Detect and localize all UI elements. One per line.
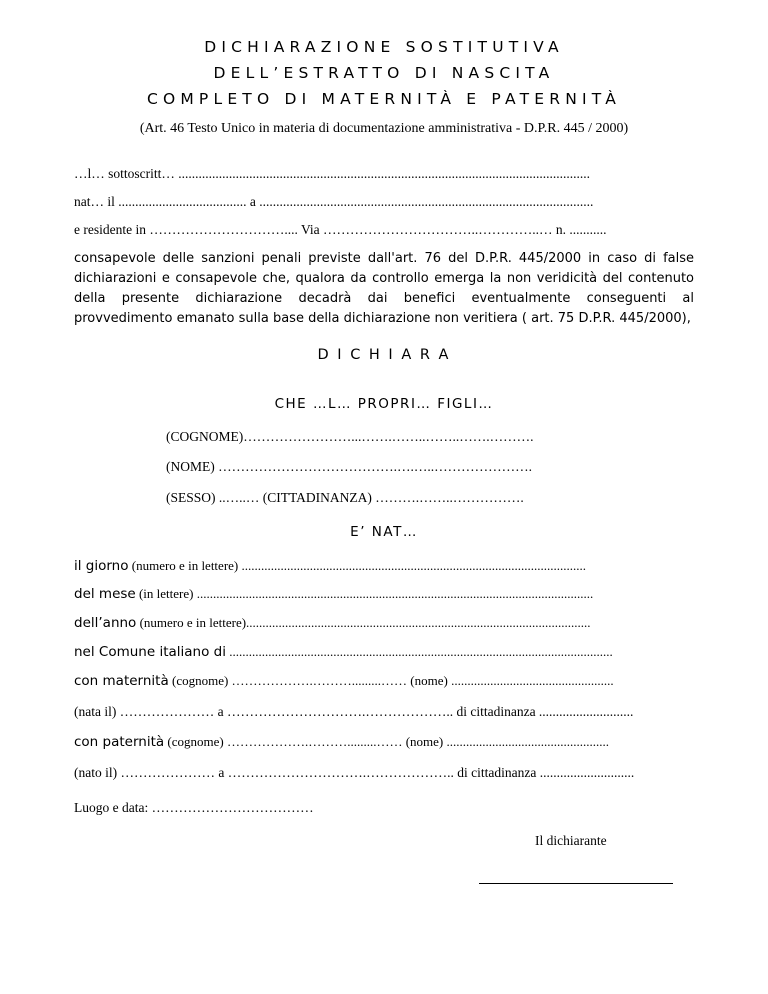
title-line-2: DELL’ESTRATTO DI NASCITA bbox=[213, 64, 555, 82]
che-figli-heading: CHE …L… PROPRI… FIGLI… bbox=[274, 396, 494, 412]
anno-note: (numero e in lettere).......................................................................................................... bbox=[136, 615, 591, 630]
mese-label: del mese bbox=[74, 586, 136, 602]
e-nato-heading: E’ NAT… bbox=[350, 524, 418, 540]
title-line-3: COMPLETO DI MATERNITÀ E PATERNITÀ bbox=[146, 90, 622, 108]
nata-il-field[interactable]: (nata il) ………………… a ………………………….……………….. di cittadinanza ............................ bbox=[74, 704, 634, 719]
residente-field[interactable]: e residente in ………………………….... Via ……………………………..…………..… n. ........... bbox=[74, 222, 607, 237]
dichiara-heading: D I C H I A R A bbox=[317, 347, 451, 363]
giorno-note: (numero e in lettere) .......................................................................................................... bbox=[128, 558, 586, 573]
comune-note: ...................................................................................................................... bbox=[225, 644, 613, 659]
comune-label: nel Comune italiano di bbox=[74, 644, 226, 660]
mese-field[interactable] bbox=[74, 586, 694, 602]
giorno-field[interactable] bbox=[74, 558, 694, 574]
maternita-label: con maternità bbox=[74, 673, 169, 689]
paternita-field[interactable] bbox=[74, 734, 694, 750]
comune-field[interactable] bbox=[74, 644, 694, 660]
nato-il-field[interactable]: nat… il ...................................... a ................................................................................................... bbox=[74, 194, 594, 209]
signature-line[interactable] bbox=[479, 883, 673, 884]
anno-label: dell’anno bbox=[74, 615, 137, 631]
anno-field[interactable] bbox=[74, 615, 694, 631]
dichiarante-label: Il dichiarante bbox=[535, 833, 607, 848]
luogo-data-field[interactable]: Luogo e data: ……………………………… bbox=[74, 800, 314, 815]
child-cognome-field[interactable]: (COGNOME)……………………...…….……..……..…….………. bbox=[166, 429, 534, 444]
mese-note: (in lettere) .......................................................................................................................... bbox=[135, 586, 594, 601]
maternita-line: (cognome) ……………….……….........…… (nome) .................................................. bbox=[168, 673, 614, 688]
paternita-line: (cognome) ……………….……….........…… (nome) .................................................. bbox=[164, 734, 610, 749]
sottoscritto-field[interactable]: …l… sottoscritt… .......................................................................................................................... bbox=[74, 166, 590, 181]
giorno-label: il giorno bbox=[74, 558, 129, 574]
child-nome-field[interactable]: (NOME) ………………………………….….…..…………………. bbox=[166, 459, 532, 474]
child-sesso-cittadinanza-field[interactable]: (SESSO) ..…..… (CITTADINANZA) ……….……..……………. bbox=[166, 490, 524, 505]
maternita-field[interactable] bbox=[74, 673, 694, 689]
paternita-label: con paternità bbox=[74, 734, 165, 750]
nato-il-field[interactable]: (nato il) ………………… a ………………………….……………….. di cittadinanza ............................ bbox=[74, 765, 635, 780]
title-line-1: DICHIARAZIONE SOSTITUTIVA bbox=[204, 38, 564, 56]
subtitle: (Art. 46 Testo Unico in materia di documentazione amministrativa - D.P.R. 445 / 2000) bbox=[139, 121, 629, 136]
consapevole-paragraph: consapevole delle sanzioni penali previste dall'art. 76 del D.P.R. 445/2000 in caso di false dichiarazioni e consapevole che, qualora da controllo emerga la non veridicità del contenuto della presente dichiarazione decadrà dai benefici eventualmente conseguenti al provvedimento emanato sulla base della dichiarazione non veritiera ( art. 75 D.P.R. 445/2000), bbox=[74, 251, 694, 326]
